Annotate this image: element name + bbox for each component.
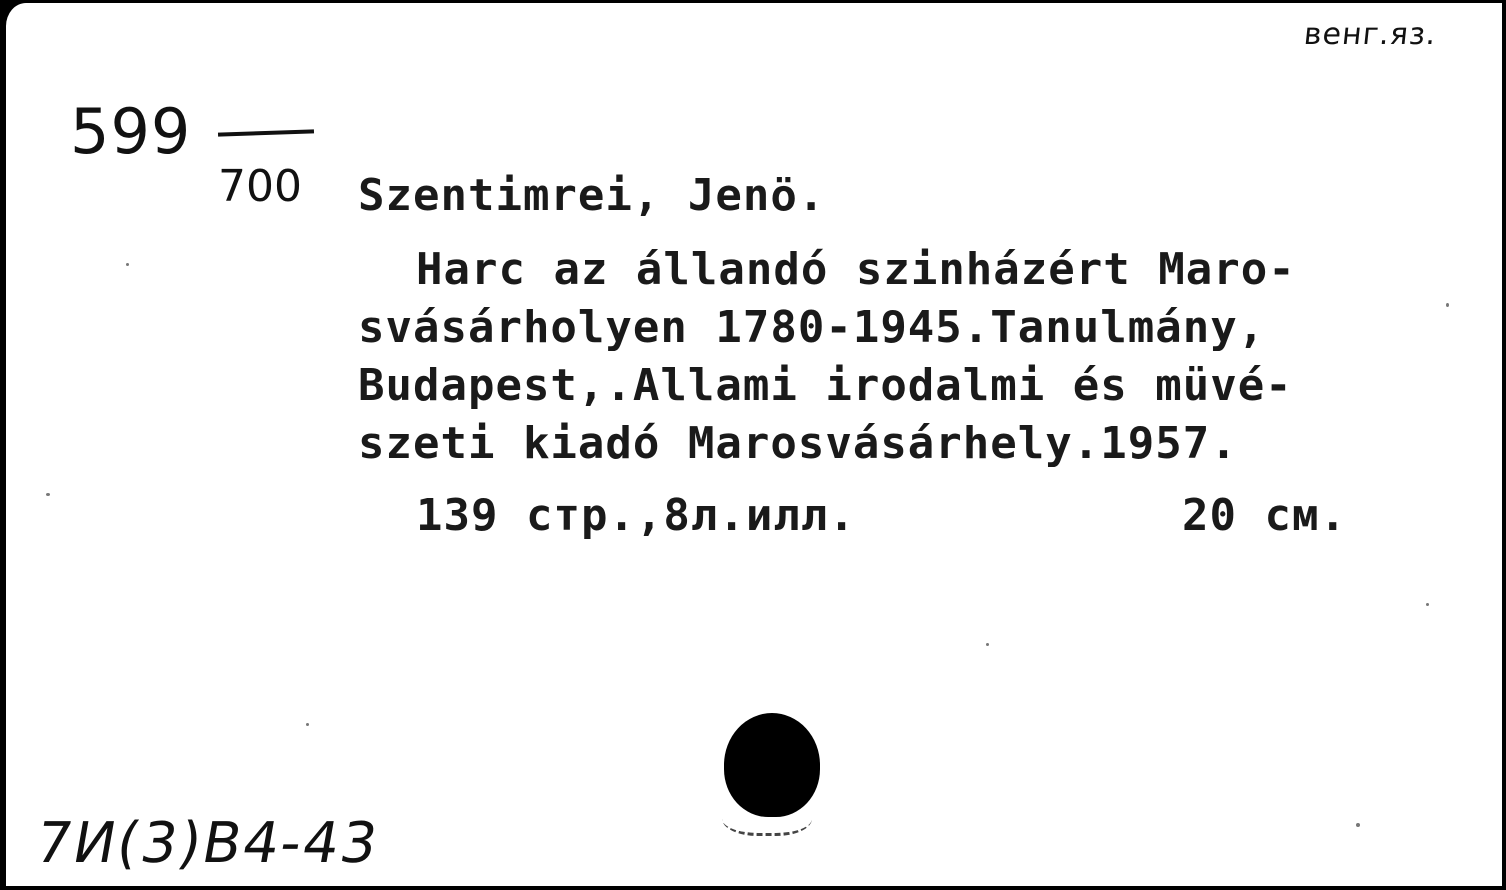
call-number-top: 599: [70, 95, 192, 168]
paper-speck: [1356, 823, 1360, 827]
extent-line: 139 стр.,8л.илл.: [416, 490, 856, 541]
size-line: 20 см.: [1182, 490, 1347, 541]
call-number-bottom: 700: [218, 161, 302, 212]
paper-speck: [126, 263, 129, 266]
paper-speck: [1426, 603, 1429, 606]
call-number-divider: [218, 129, 314, 136]
paper-speck: [306, 723, 309, 726]
paper-speck: [1446, 303, 1449, 307]
title-line-4: szeti kiadó Marosvásárhely.1957.: [358, 418, 1238, 469]
shelf-code: 7И(3)В4-43: [30, 811, 385, 876]
title-line-3: Budapest,.Allami irodalmi és müvé-: [358, 360, 1293, 411]
paper-speck: [986, 643, 989, 646]
title-line-2: svásárholyen 1780-1945.Tanulmány,: [358, 302, 1266, 353]
punch-hole-smudge: [722, 793, 812, 836]
author-line: Szentimrei, Jenö.: [358, 170, 826, 221]
title-line-1: Harc az állandó szinházért Maro-: [416, 244, 1296, 295]
language-tag: венг.яз.: [1302, 17, 1439, 52]
paper-speck: [46, 493, 50, 496]
